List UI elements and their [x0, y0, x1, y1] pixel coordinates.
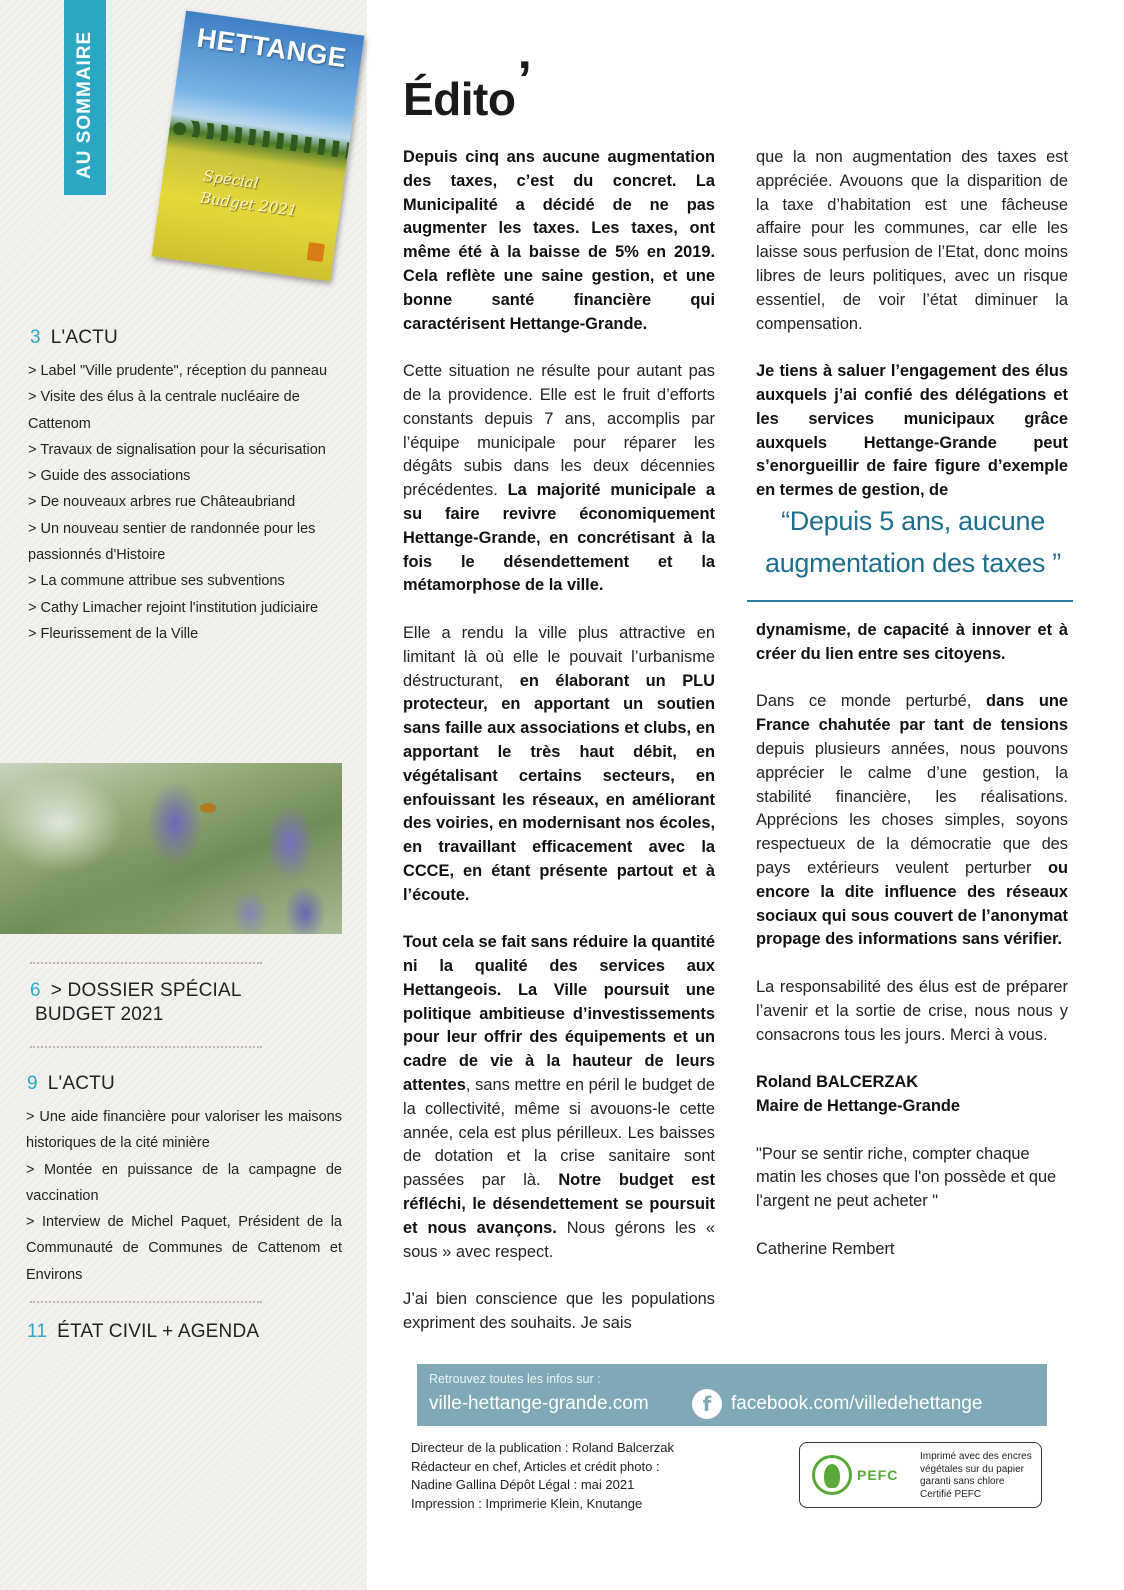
pefc-certification-badge — [799, 1442, 1042, 1508]
signature — [756, 1071, 1068, 1119]
toc-section-title-line2: BUDGET 2021 — [35, 1004, 164, 1025]
citation: "Pour se sentir riche, compter chaque matin les choses que l'on possède et que l'argent ne peut acheter " — [756, 1144, 1057, 1211]
article-paragraph: Je tiens à saluer l’engagement des élus auxquels j’ai confié des délégations et les services municipaux grâce auxquels Hettange-Grande peut s’enorgueillir de faire figure d’exemple en termes de gestion, de — [756, 362, 1068, 500]
toc-item[interactable]: > Travaux de signalisation pour la sécurisation — [28, 441, 326, 458]
article-column-left — [403, 146, 715, 1360]
article-paragraph: dynamisme, de capacité à innover et à créer du lien entre ses citoyens. — [756, 621, 1068, 663]
toc-item[interactable]: > Montée en puissance de la campagne de vaccination — [26, 1161, 342, 1204]
pefc-tree-icon — [812, 1455, 852, 1495]
facebook-icon[interactable]: f — [692, 1389, 722, 1419]
cover-title: HETTANGE — [195, 22, 349, 74]
info-banner — [417, 1364, 1047, 1426]
toc-item[interactable]: > Guide des associations — [28, 468, 191, 485]
toc-section-heading — [30, 980, 348, 1002]
toc-divider — [30, 1046, 262, 1048]
article-column-right-top — [756, 146, 1068, 527]
toc-page-number: 9 — [27, 1073, 38, 1094]
toc-section-6[interactable] — [30, 980, 348, 1026]
credit-line: Nadine Gallina Dépôt Légal : mai 2021 — [411, 1477, 635, 1492]
article-paragraph: La responsabilité des élus est de préparer l’avenir et la sortie de crise, nous nous y consacrons tous les jours. Merci à vous. — [756, 977, 1068, 1044]
credit-line: Rédacteur en chef, Articles et crédit photo : — [411, 1458, 660, 1474]
banner-label: Retrouvez toutes les infos sur : — [429, 1372, 601, 1386]
cover-subtitle — [199, 165, 302, 222]
toc-item[interactable]: > Un nouveau sentier de randonnée pour les passionnés d'Histoire — [28, 520, 316, 564]
sommaire-label: AU SOMMAIRE — [74, 30, 95, 179]
sommaire-tab — [64, 0, 106, 195]
toc-section-3 — [30, 327, 348, 349]
toc-section-heading — [27, 1321, 345, 1343]
toc-item[interactable]: > Une aide financière pour valoriser les maisons historiques de la cité minière — [26, 1109, 342, 1152]
magazine-cover-image — [152, 11, 365, 282]
toc-item[interactable]: > Label "Ville prudente", réception du panneau — [28, 363, 328, 379]
toc-divider — [30, 1301, 262, 1303]
credit-line: Directeur de la publication : Roland Balcerzak — [411, 1440, 675, 1455]
signature-name: Roland BALCERZAK — [756, 1073, 919, 1092]
credit-line: Impression : Imprimerie Klein, Knutange — [411, 1495, 643, 1511]
toc-page-number: 6 — [30, 980, 41, 1001]
pull-quote — [750, 500, 1076, 584]
toc-section-title: ÉTAT CIVIL + AGENDA — [57, 1321, 260, 1342]
pefc-note: Imprimé avec des encres végétales sur du papier garanti sans chlore Certifié PEFC — [920, 1451, 1032, 1500]
pefc-brand: PEFC — [857, 1467, 899, 1483]
toc-section-title: L'ACTU — [47, 1073, 115, 1094]
toc-section-heading — [27, 1073, 345, 1095]
cover-subtitle-line2: Budget 2021 — [199, 188, 299, 220]
article-paragraph: J’ai bien conscience que les populations expriment des souhaits. Je sais — [403, 1290, 715, 1333]
article-paragraph: Elle a rendu la ville plus attractive en limitant là où elle le pouvait l’urbanisme déstructurant, en élaborant un PLU protecteur, en apportant un soutien sans faille aux associations et clubs, en apportant le très haut débit, en végétalisant certains secteurs, en enfouissant les réseaux, en améliorant des voiries, en modernisant nos écoles, en travaillant efficacement avec la CCCE, en étant présente partout et à l’écoute. — [403, 623, 715, 904]
cover-subtitle-line1: Spécial — [202, 166, 260, 193]
toc-list-section-3 — [28, 358, 354, 647]
toc-section-11[interactable] — [27, 1321, 345, 1343]
article-paragraph: Dans ce monde perturbé, dans une France chahutée par tant de tensions depuis plusieurs années, nous pouvons apprécier le calme d’une gestion, la stabilité financière, les réalisations. Apprécions les choses simples, soyons respectueux de la démocratie que des pays extérieurs veulent perturber ou encore la dite influence des réseaux sociaux qui sous couvert de l’anonymat propage des informations sans vérifier. — [756, 692, 1068, 949]
publication-credits — [411, 1439, 674, 1513]
pull-quote-underline — [747, 600, 1073, 602]
toc-item[interactable]: > De nouveaux arbres rue Châteaubriand — [28, 494, 296, 511]
facebook-link[interactable]: facebook.com/villedehettange — [731, 1393, 983, 1414]
article-paragraph: que la non augmentation des taxes est appréciée. Avouons que la disparition de la taxe d’habitation est une fâcheuse affaire pour les communes, car elle les laisse sous perfusion de l’Etat, donc moins libres de leurs politiques, avec un risque essentiel, de voir l’état diminuer la compensation. — [756, 148, 1068, 333]
toc-item[interactable]: > Cathy Limacher rejoint l'institution judiciaire — [28, 599, 319, 616]
article-paragraph: Cette situation ne résulte pour autant pas de la providence. Elle est le fruit d’efforts constants depuis 7 ans, accomplis par l’équipe municipale pour réparer les dégâts subis dans les deux décennies précédentes. La majorité municipale a su faire revivre économiquement Hettange-Grande, en concrétisant à la fois le désendettement et la métamorphose de la ville. — [403, 362, 715, 595]
table-of-contents-sidebar — [0, 0, 367, 1590]
title-apostrophe-decoration: ’ — [517, 51, 532, 109]
article-paragraph: Tout cela se fait sans réduire la quantité ni la qualité des services aux Hettangeois. La Ville poursuit une politique ambitieuse d’investissements pour leur offrir des équipements et un cadre de vie à la hauteur de leurs attentes, sans mettre en péril le budget de la collectivité, même si avouons-le cette année, cela est plus périlleux. Les baisses de dotation et la crise sanitaire sont passées par là. Notre budget est réfléchi, le désendettement se poursuit et nous avançons. Nous gérons les « sous » avec respect. — [403, 933, 715, 1261]
toc-section-heading — [30, 327, 348, 349]
toc-divider — [30, 962, 262, 964]
toc-section-title: L'ACTU — [50, 327, 118, 348]
toc-list-section-9 — [26, 1104, 342, 1288]
page-title-text: Édito — [403, 73, 516, 125]
pull-quote-text: “Depuis 5 ans, aucune augmentation des taxes ” — [765, 506, 1061, 578]
website-link[interactable]: ville-hettange-grande.com — [429, 1393, 649, 1414]
toc-item[interactable]: > Visite des élus à la centrale nucléaire de Cattenom — [28, 389, 300, 432]
toc-section-9 — [27, 1073, 345, 1095]
article-column-right-bottom — [756, 619, 1068, 1285]
toc-section-title: > DOSSIER SPÉCIAL — [50, 980, 242, 1001]
article-paragraph: Depuis cinq ans aucune augmentation des taxes, c’est du concret. La Municipalité a décidé de ne pas augmenter les taxes. Les taxes, ont même été à la baisse de 5% en 2019. Cela reflète une saine gestion, et une bonne santé financière qui caractérisent Hettange-Grande. — [403, 148, 715, 333]
signature-role: Maire de Hettange-Grande — [756, 1096, 961, 1115]
cover-trees — [169, 118, 349, 159]
toc-item[interactable]: > La commune attribue ses subventions — [28, 573, 285, 590]
citation-author: Catherine Rembert — [756, 1239, 895, 1258]
lavender-bee-photo — [0, 763, 342, 934]
toc-item[interactable]: > Fleurissement de la Ville — [28, 625, 199, 642]
toc-page-number: 3 — [30, 327, 41, 348]
page-title — [403, 51, 532, 128]
toc-item[interactable]: > Interview de Michel Paquet, Président de la Communauté de Communes de Cattenom et Environs — [26, 1214, 342, 1283]
cover-logo-icon — [307, 242, 325, 262]
toc-page-number: 11 — [27, 1321, 48, 1342]
bee-icon — [200, 803, 216, 813]
